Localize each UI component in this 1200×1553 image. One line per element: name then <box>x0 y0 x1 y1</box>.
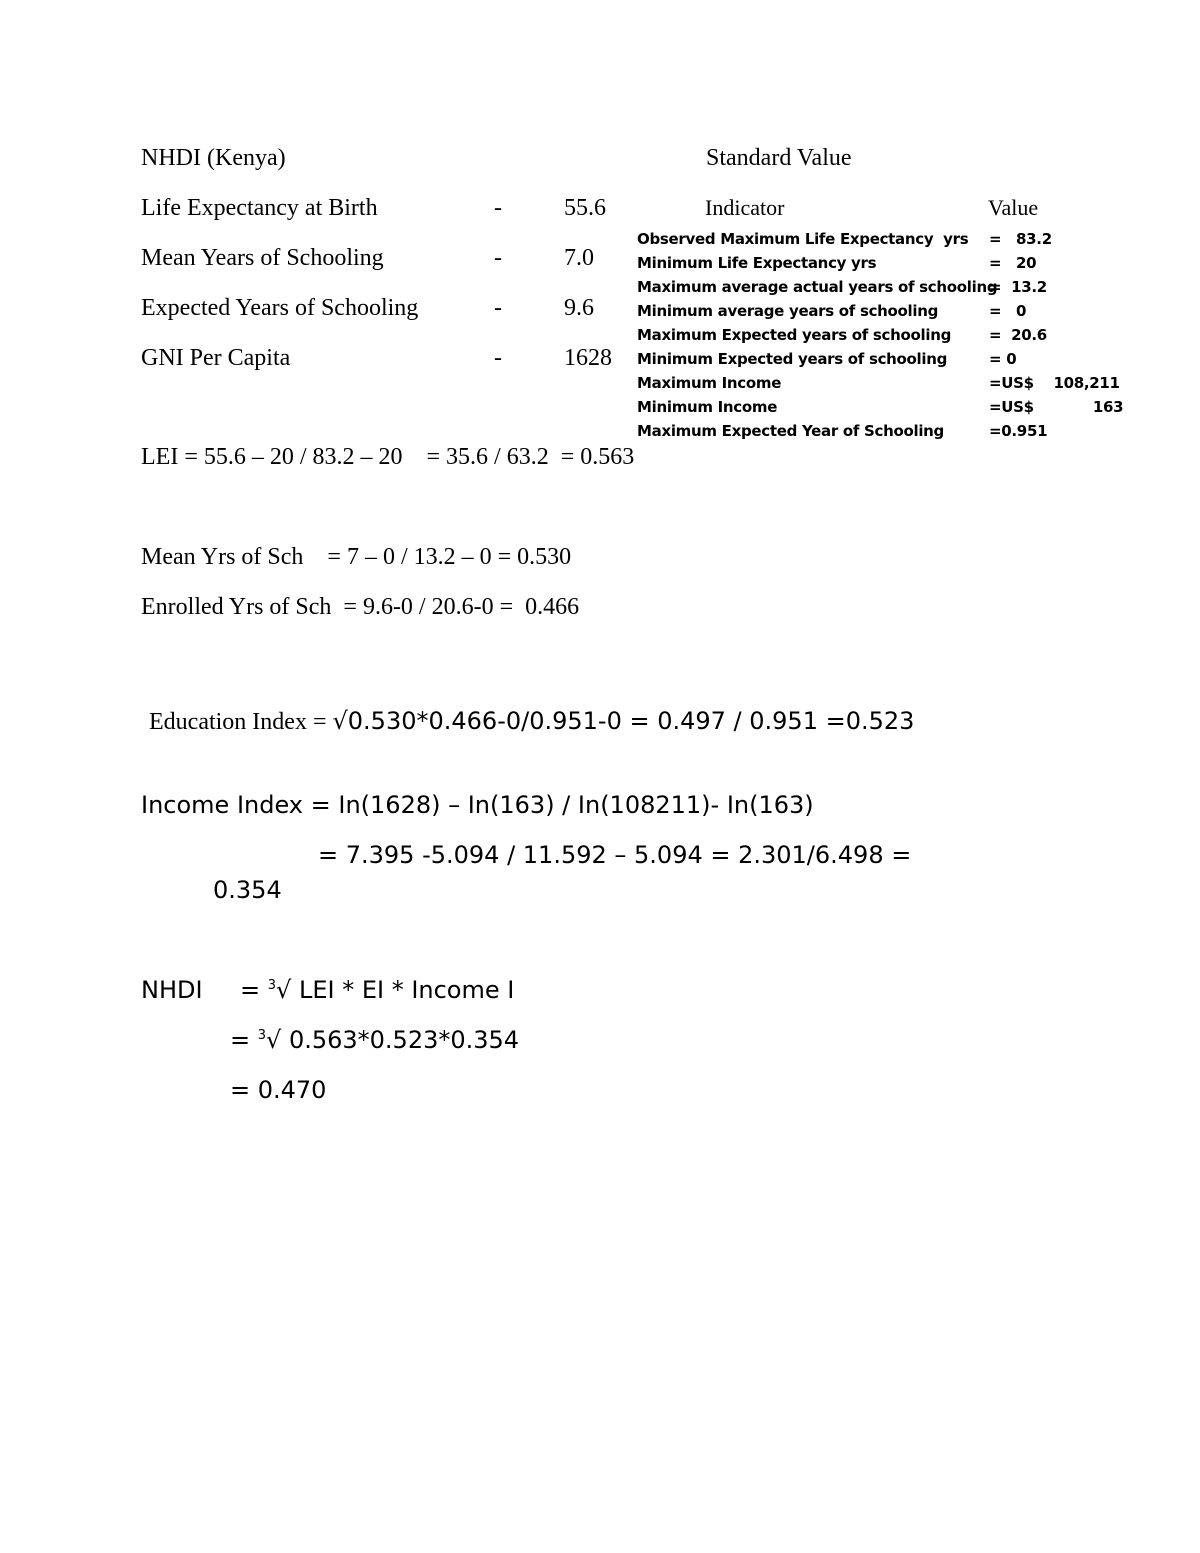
table-row-label: Maximum Expected years of schooling <box>637 326 952 344</box>
education-index-label: Education Index = <box>149 709 333 735</box>
indicator-dash: - <box>494 295 502 321</box>
lei-formula: LEI = 55.6 – 20 / 83.2 – 20 = 35.6 / 63.2 = 0.563 <box>141 444 635 470</box>
table-row-label: Observed Maximum Life Expectancy yrs <box>637 230 969 248</box>
table-row-value: = 83.2 <box>989 230 1052 248</box>
table-row-label: Minimum Income <box>637 398 778 416</box>
mean-yrs-formula: Mean Yrs of Sch = 7 – 0 / 13.2 – 0 = 0.530 <box>141 544 572 570</box>
standard-value-title: Standard Value <box>706 145 852 171</box>
enrolled-yrs-formula: Enrolled Yrs of Sch = 9.6-0 / 20.6-0 = 0.466 <box>141 594 580 620</box>
table-row-label: Minimum average years of schooling <box>637 302 939 320</box>
table-row-value: = 0 <box>989 350 1017 368</box>
table-row-label: Minimum Expected years of schooling <box>637 350 948 368</box>
table-row-label: Minimum Life Expectancy yrs <box>637 254 877 272</box>
indicator-label: Mean Years of Schooling <box>141 245 384 271</box>
table-row-label: Maximum average actual years of schooling <box>637 278 998 296</box>
table-row-value: =US$ 163 <box>989 398 1124 416</box>
indicator-dash: - <box>494 195 502 221</box>
cube-root-index: 3 <box>267 978 277 993</box>
indicator-column-header: Indicator <box>705 195 785 220</box>
education-index-formula <box>141 693 914 734</box>
indicator-label: Life Expectancy at Birth <box>141 195 378 221</box>
indicator-dash: - <box>494 245 502 271</box>
nhdi-label: NHDI <box>141 976 203 1004</box>
cube-root-index: 3 <box>257 1028 267 1043</box>
table-row-label: Maximum Income <box>637 374 782 392</box>
table-row-value: = 13.2 <box>989 278 1047 296</box>
indicator-dash: - <box>494 345 502 371</box>
table-row-value: = 20 <box>989 254 1037 272</box>
table-row-value: = 20.6 <box>989 326 1047 344</box>
nhdi-result: = 0.470 <box>230 1076 327 1104</box>
indicator-label: Expected Years of Schooling <box>141 295 419 321</box>
indicator-value: 55.6 <box>564 195 606 221</box>
table-row-value: =US$ 108,211 <box>989 374 1120 392</box>
education-index-expression: √0.530*0.466-0/0.951-0 = 0.497 / 0.951 =0.523 <box>332 707 915 735</box>
indicator-value: 9.6 <box>564 295 594 321</box>
page-title: NHDI (Kenya) <box>141 145 286 171</box>
nhdi-formula: = $^3$√ LEI * EI * Income I <box>240 976 515 1004</box>
indicator-label: GNI Per Capita <box>141 345 291 371</box>
income-index-result: 0.354 <box>213 876 282 904</box>
value-column-header: Value <box>988 195 1039 220</box>
table-row-value: = 0 <box>989 302 1027 320</box>
income-index-step: = 7.395 -5.094 / 11.592 – 5.094 = 2.301/6.498 = <box>318 841 912 869</box>
table-row-label: Maximum Expected Year of Schooling <box>637 422 944 440</box>
indicator-value: 7.0 <box>564 245 594 271</box>
table-row-value: =0.951 <box>989 422 1048 440</box>
income-index-formula: Income Index = In(1628) – In(163) / In(108211)- In(163) <box>141 791 814 819</box>
nhdi-values: = $^3$√ 0.563*0.523*0.354 <box>230 1026 520 1054</box>
indicator-value: 1628 <box>564 345 612 371</box>
